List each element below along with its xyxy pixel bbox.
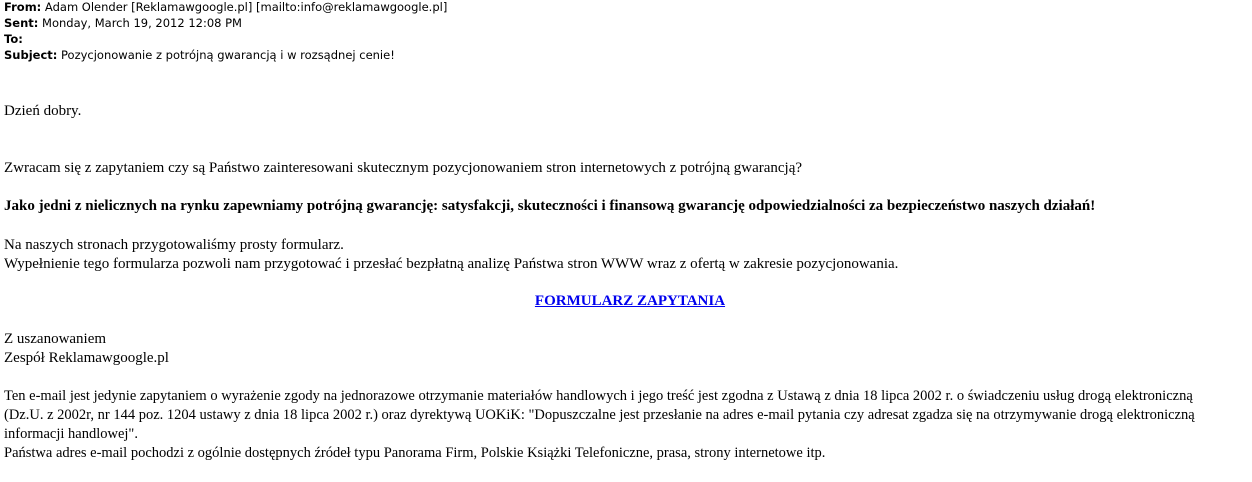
sent-label: Sent: bbox=[4, 16, 39, 30]
legal-line-4: Państwa adres e-mail pochodzi z ogólnie dostępnych źródeł typu Panorama Firm, Polskie Książki Telefoniczne, prasa, strony internetowe itp. bbox=[4, 445, 826, 461]
legal-line-2: (Dz.U. z 2002r, nr 144 poz. 1204 ustawy z dnia 18 lipca 2002 r.) oraz dyrektywą UOKiK: "Dopuszczalne jest przesłanie na adres e-mail pytania czy adresat zgadza się na otrzymywanie drogą elektroniczną bbox=[4, 407, 1195, 423]
form-request-link[interactable]: FORMULARZ ZAPYTANIA bbox=[534, 293, 726, 309]
question-paragraph: Zwracam się z zapytaniem czy są Państwo zainteresowani skutecznym pozycjonowaniem stron internetowych z potrójną gwarancją? bbox=[4, 160, 803, 176]
form-line-1: Na naszych stronach przygotowaliśmy prosty formularz. bbox=[4, 237, 344, 253]
sent-line bbox=[4, 16, 242, 30]
to-label: To: bbox=[4, 32, 23, 46]
subject-value: Pozycjonowanie z potrójną gwarancją i w rozsądnej cenie! bbox=[57, 48, 395, 62]
subject-label: Subject: bbox=[4, 48, 58, 62]
to-line bbox=[4, 32, 23, 46]
sent-value: Monday, March 19, 2012 12:08 PM bbox=[38, 16, 242, 30]
closing-line-1: Z uszanowaniem bbox=[4, 331, 107, 347]
from-line bbox=[4, 0, 447, 14]
from-label: From: bbox=[4, 0, 42, 14]
closing-signature: Zespół Reklamawgoogle.pl bbox=[4, 350, 169, 366]
legal-line-3: informacji handlowej". bbox=[4, 426, 138, 442]
from-value: Adam Olender [Reklamawgoogle.pl] [mailto:info@reklamawgoogle.pl] bbox=[41, 0, 448, 14]
subject-line bbox=[4, 48, 395, 62]
legal-line-1: Ten e-mail jest jedynie zapytaniem o wyrażenie zgody na jednorazowe otrzymanie materiałów handlowych i jego treść jest zgodna z Ustawą z dnia 18 lipca 2002 r. o świadczeniu usług drogą elektroniczną bbox=[4, 388, 1193, 404]
guarantee-paragraph: Jako jedni z nielicznych na rynku zapewniamy potrójną gwarancję: satysfakcji, skuteczności i finansową gwarancję odpowiedzialności za bezpieczeństwo naszych działań! bbox=[4, 198, 1096, 214]
form-line-2: Wypełnienie tego formularza pozwoli nam przygotować i przesłać bezpłatną analizę Państwa stron WWW wraz z ofertą w zakresie pozycjonowania. bbox=[4, 256, 899, 272]
greeting: Dzień dobry. bbox=[4, 103, 82, 119]
